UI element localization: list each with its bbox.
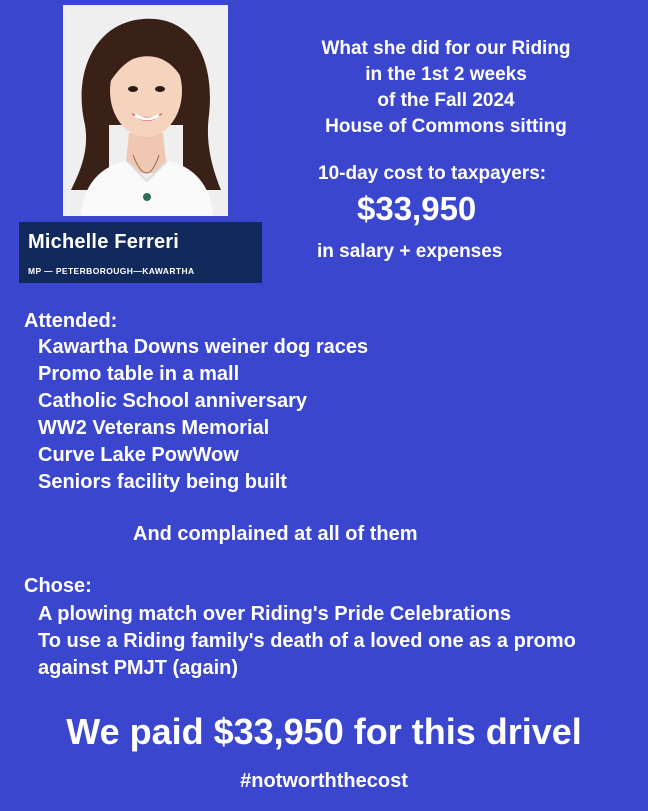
hashtag: #notworththecost: [240, 770, 408, 792]
list-item: Curve Lake PowWow: [38, 444, 239, 466]
mp-riding-title: MP — PETERBOROUGH—KAWARTHA: [28, 266, 195, 276]
name-plate: [19, 222, 262, 283]
headline-line: in the 1st 2 weeks: [365, 64, 527, 85]
cost-note: in salary + expenses: [317, 241, 503, 262]
list-item: To use a Riding family's death of a loved one as a promo against PMJT (again): [38, 630, 576, 679]
chose-heading: Chose:: [24, 575, 92, 597]
attended-heading: Attended:: [24, 310, 118, 332]
list-item: Promo table in a mall: [38, 363, 240, 385]
chose-list: [38, 601, 638, 682]
closing-statement: We paid $33,950 for this drivel: [66, 711, 582, 752]
mp-name: Michelle Ferreri: [28, 231, 180, 253]
cost-amount: $33,950: [357, 190, 477, 227]
list-item: Seniors facility being built: [38, 471, 287, 493]
cost-label: 10-day cost to taxpayers:: [318, 163, 547, 184]
list-item: Catholic School anniversary: [38, 390, 307, 412]
complaint-line: And complained at all of them: [133, 523, 418, 545]
list-item: WW2 Veterans Memorial: [38, 417, 270, 439]
attended-list: [38, 334, 368, 496]
portrait-photo: [63, 5, 228, 216]
list-item: A plowing match over Riding's Pride Celebrations: [38, 603, 511, 625]
portrait-illustration: [63, 5, 228, 216]
headline-line: of the Fall 2024: [377, 90, 515, 111]
list-item: Kawartha Downs weiner dog races: [38, 336, 369, 358]
headline-line: What she did for our Riding: [321, 38, 571, 59]
headline-line: House of Commons sitting: [325, 116, 567, 137]
headline: [276, 36, 616, 140]
